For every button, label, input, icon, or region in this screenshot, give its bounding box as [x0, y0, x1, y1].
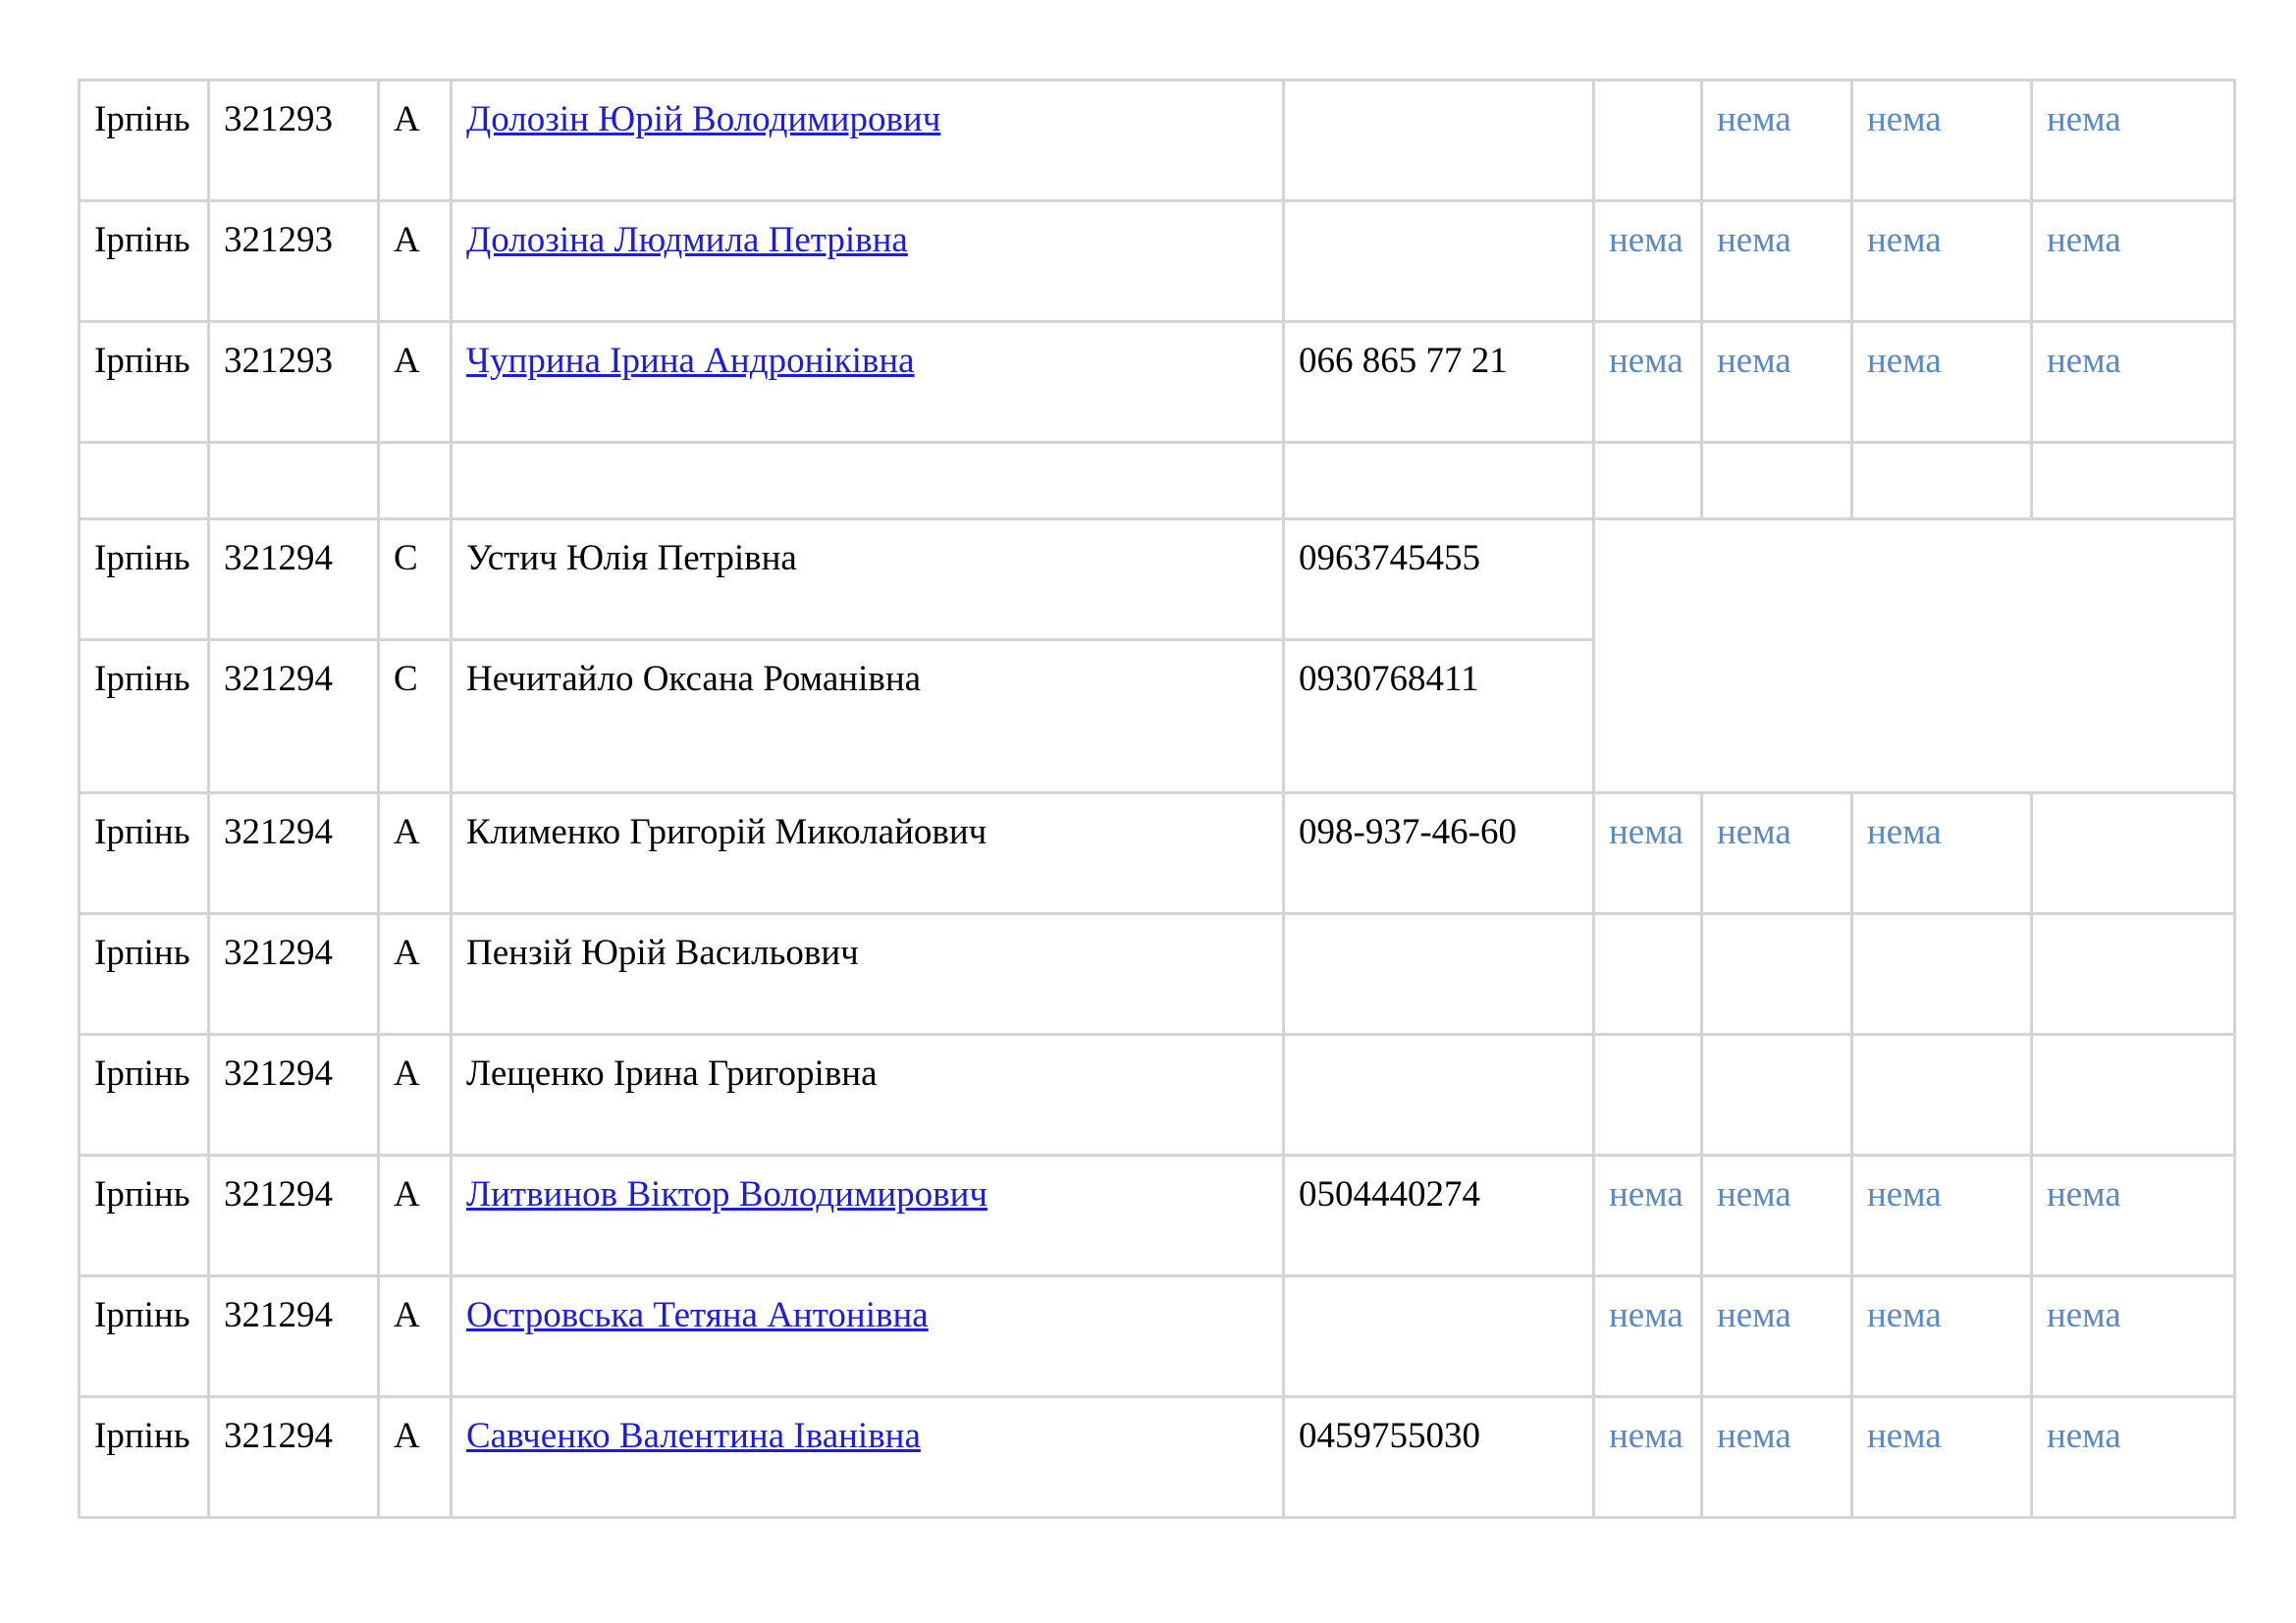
person-name: Лещенко Ірина Григорівна	[466, 1054, 878, 1094]
status-cell-1: нема	[1594, 201, 1702, 322]
status-cell-3: нема	[1852, 322, 2032, 443]
name-cell	[452, 519, 1284, 640]
table-row	[80, 322, 2235, 443]
status-cell-2: нема	[1702, 1156, 1852, 1276]
status-cell-4	[2032, 1035, 2235, 1156]
name-cell	[452, 1397, 1284, 1518]
city-cell: Ірпінь	[80, 1397, 209, 1518]
person-link[interactable]: Чуприна Ірина Андроніківна	[466, 341, 915, 381]
status-cell-1	[1594, 1035, 1702, 1156]
code-cell: 321294	[209, 640, 379, 793]
name-cell	[452, 1276, 1284, 1397]
table-row	[80, 793, 2235, 914]
phone-cell: 066 865 77 21	[1284, 322, 1594, 443]
status-cell-1: нема	[1594, 1156, 1702, 1276]
category-cell: А	[379, 1276, 452, 1397]
status-cell-2: нема	[1702, 1397, 1852, 1518]
status-cell-3: нема	[1852, 1276, 2032, 1397]
person-link[interactable]: Савченко Валентина Іванівна	[466, 1416, 921, 1456]
name-cell	[452, 793, 1284, 914]
category-cell: С	[379, 519, 452, 640]
phone-cell: 098-937-46-60	[1284, 793, 1594, 914]
empty-row	[80, 443, 2235, 519]
status-cell-2: нема	[1702, 322, 1852, 443]
status-cell-4	[2032, 914, 2235, 1035]
person-link[interactable]: Островська Тетяна Антонівна	[466, 1295, 929, 1335]
code-cell: 321294	[209, 793, 379, 914]
status-cell-3	[1852, 1035, 2032, 1156]
city-cell: Ірпінь	[80, 322, 209, 443]
status-cell-1: нема	[1594, 1276, 1702, 1397]
status-cell-4: нема	[2032, 1276, 2235, 1397]
category-cell: А	[379, 322, 452, 443]
person-name: Устич Юлія Петрівна	[466, 538, 797, 578]
code-cell: 321293	[209, 201, 379, 322]
city-cell: Ірпінь	[80, 1156, 209, 1276]
category-cell: А	[379, 1035, 452, 1156]
phone-cell	[1284, 201, 1594, 322]
table-row	[80, 1035, 2235, 1156]
phone-cell	[1284, 914, 1594, 1035]
status-cell-3	[1852, 914, 2032, 1035]
empty-cell	[452, 443, 1284, 519]
phone-cell: 0504440274	[1284, 1156, 1594, 1276]
status-cell-1: нема	[1594, 793, 1702, 914]
category-cell: А	[379, 793, 452, 914]
city-cell: Ірпінь	[80, 1276, 209, 1397]
person-name: Клименко Григорій Миколайович	[466, 812, 988, 852]
person-link[interactable]: Литвинов Віктор Володимирович	[466, 1174, 988, 1215]
code-cell: 321294	[209, 1035, 379, 1156]
empty-cell	[209, 443, 379, 519]
city-cell: Ірпінь	[80, 793, 209, 914]
table-body	[80, 81, 2235, 1518]
empty-cell	[1702, 443, 1852, 519]
city-cell: Ірпінь	[80, 914, 209, 1035]
table-row	[80, 519, 2235, 640]
status-cell-2: нема	[1702, 1276, 1852, 1397]
category-cell: С	[379, 640, 452, 793]
status-cell-4	[2032, 793, 2235, 914]
person-name: Пензій Юрій Васильович	[466, 933, 859, 973]
category-cell: А	[379, 81, 452, 201]
code-cell: 321294	[209, 1276, 379, 1397]
document-page	[78, 79, 2233, 1515]
status-cell-1: нема	[1594, 1397, 1702, 1518]
status-cell-2: нема	[1702, 81, 1852, 201]
status-cell-1: нема	[1594, 322, 1702, 443]
person-link[interactable]: Долозін Юрій Володимирович	[466, 99, 941, 139]
empty-cell	[379, 443, 452, 519]
code-cell: 321293	[209, 322, 379, 443]
category-cell: А	[379, 1397, 452, 1518]
status-cell-3: нема	[1852, 793, 2032, 914]
code-cell: 321294	[209, 1156, 379, 1276]
status-cell-1	[1594, 914, 1702, 1035]
status-cell-4: нема	[2032, 1156, 2235, 1276]
code-cell: 321293	[209, 81, 379, 201]
status-cell-4: нема	[2032, 1397, 2235, 1518]
table-row	[80, 1276, 2235, 1397]
empty-cell	[2032, 443, 2235, 519]
status-cell-3: нема	[1852, 1156, 2032, 1276]
person-link[interactable]: Долозіна Людмила Петрівна	[466, 220, 908, 260]
table-row	[80, 201, 2235, 322]
status-cell-3: нема	[1852, 81, 2032, 201]
table-row	[80, 1397, 2235, 1518]
city-cell: Ірпінь	[80, 1035, 209, 1156]
phone-cell: 0930768411	[1284, 640, 1594, 793]
status-cell-4: нема	[2032, 81, 2235, 201]
code-cell: 321294	[209, 914, 379, 1035]
category-cell: А	[379, 201, 452, 322]
name-cell	[452, 640, 1284, 793]
empty-cell	[1852, 443, 2032, 519]
status-cell-2	[1702, 914, 1852, 1035]
status-cell-3: нема	[1852, 201, 2032, 322]
status-cell-4: нема	[2032, 201, 2235, 322]
name-cell	[452, 81, 1284, 201]
code-cell: 321294	[209, 1397, 379, 1518]
name-cell	[452, 914, 1284, 1035]
phone-cell: 0459755030	[1284, 1397, 1594, 1518]
status-cell-1	[1594, 81, 1702, 201]
city-cell: Ірпінь	[80, 519, 209, 640]
empty-cell	[80, 443, 209, 519]
category-cell: А	[379, 914, 452, 1035]
table-row	[80, 914, 2235, 1035]
phone-cell: 0963745455	[1284, 519, 1594, 640]
code-cell: 321294	[209, 519, 379, 640]
name-cell	[452, 1035, 1284, 1156]
status-cell-3: нема	[1852, 1397, 2032, 1518]
status-cell-2: нема	[1702, 201, 1852, 322]
table-row	[80, 1156, 2235, 1276]
empty-cell	[1284, 443, 1594, 519]
status-cell-2: нема	[1702, 793, 1852, 914]
name-cell	[452, 1156, 1284, 1276]
person-name: Нечитайло Оксана Романівна	[466, 659, 922, 699]
city-cell: Ірпінь	[80, 640, 209, 793]
status-cell-4: нема	[2032, 322, 2235, 443]
status-cell-2	[1702, 1035, 1852, 1156]
phone-cell	[1284, 1035, 1594, 1156]
name-cell	[452, 322, 1284, 443]
empty-cell	[1594, 443, 1702, 519]
city-cell: Ірпінь	[80, 81, 209, 201]
merged-status-cell	[1594, 519, 2235, 793]
category-cell: А	[379, 1156, 452, 1276]
phone-cell	[1284, 1276, 1594, 1397]
table-row	[80, 81, 2235, 201]
contacts-table	[78, 79, 2236, 1519]
name-cell	[452, 201, 1284, 322]
phone-cell	[1284, 81, 1594, 201]
city-cell: Ірпінь	[80, 201, 209, 322]
